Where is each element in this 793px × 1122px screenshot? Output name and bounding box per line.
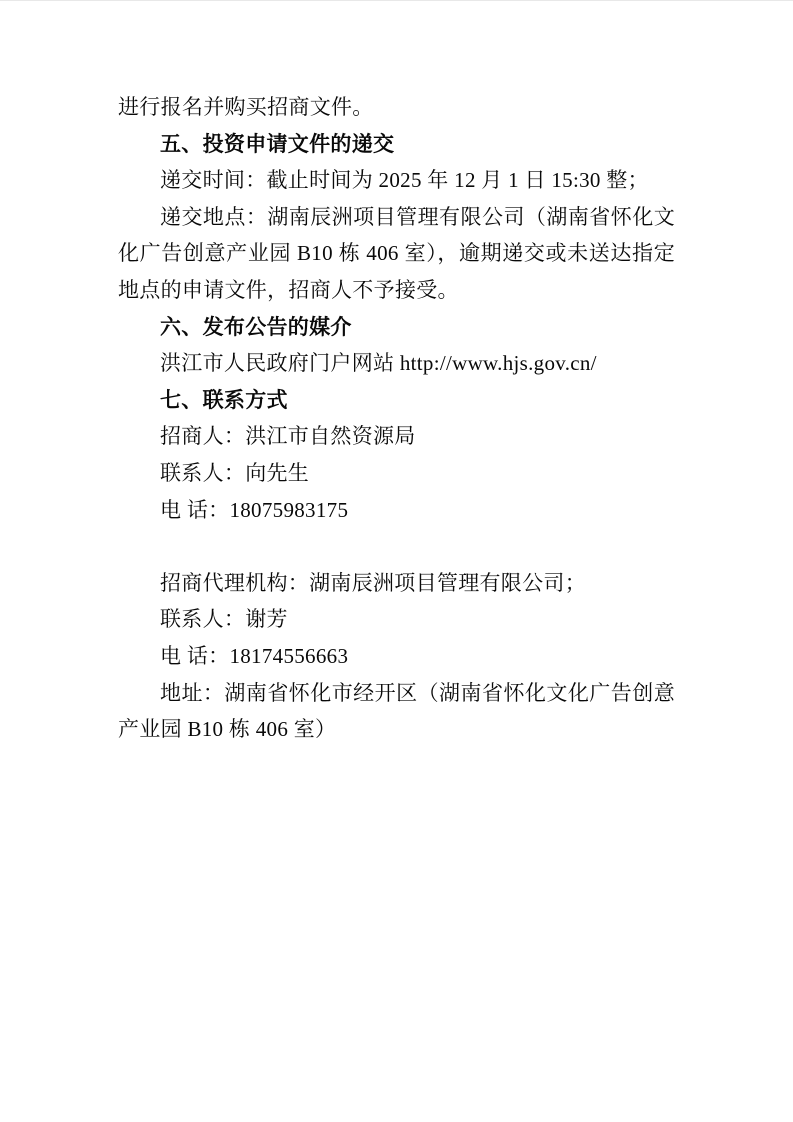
paragraph: 进行报名并购买招商文件。 (118, 95, 374, 119)
paragraph: 招商人：洪江市自然资源局 (160, 424, 416, 449)
section-heading: 六、发布公告的媒介 (160, 314, 352, 339)
paragraph: 电 话：18075983175 (160, 497, 349, 522)
paragraph: 联系人：向先生 (160, 460, 310, 485)
paragraph: 地址：湖南省怀化市经开区（湖南省怀化文化广告创意产业园 B10 栋 406 室） (118, 680, 675, 742)
paragraph: 联系人：谢芳 (160, 607, 288, 632)
paragraph: 电 话：18174556663 (160, 643, 349, 668)
document-body (118, 89, 675, 748)
section-heading: 五、投资申请文件的递交 (160, 131, 395, 156)
paragraph: 递交地点：湖南辰洲项目管理有限公司（湖南省怀化文化广告创意产业园 B10 栋 406 室），逾期递交或未送达指定地点的申请文件，招商人不予接受。 (118, 204, 675, 302)
section-heading: 七、联系方式 (160, 387, 288, 412)
blank-line (118, 528, 675, 565)
paragraph: 递交时间：截止时间为 2025 年 12 月 1 日 15:30 整； (160, 168, 649, 193)
paragraph: 招商代理机构：湖南辰洲项目管理有限公司； (160, 570, 586, 595)
paragraph: 洪江市人民政府门户网站 http://www.hjs.gov.cn/ (160, 351, 597, 376)
